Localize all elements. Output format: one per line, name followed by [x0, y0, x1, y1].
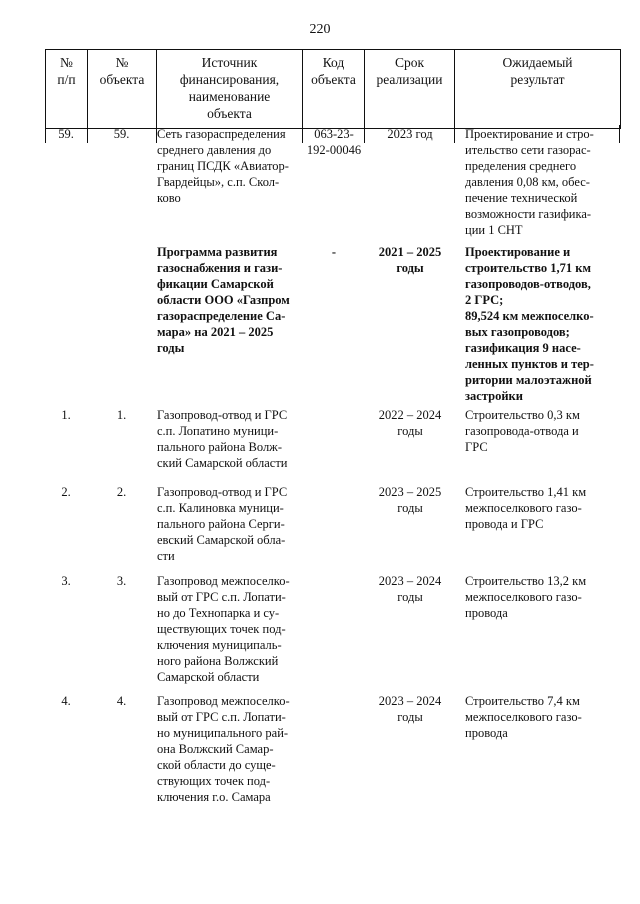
column-divider [619, 125, 620, 143]
row-num: 3. [61, 574, 71, 588]
header-col-term: Срок реализации [365, 50, 455, 129]
row-num: 2. [61, 485, 71, 499]
header-col-object-num: № объекта [88, 50, 157, 129]
row-source: Газопровод межпоселко- вый от ГРС с.п. Лопати- но муниципального рай- она Волжский Самар- ской области до суще- ствующих точек под- ключения г.о. Самара [157, 694, 290, 804]
row-num: 4. [61, 694, 71, 708]
row-object-num: 4. [116, 694, 127, 708]
row-source: Сеть газораспределения среднего давления до границ ПСДК «Авиатор- Гвардейцы», с.п. Скол- ково [157, 127, 289, 205]
row-result: Строительство 7,4 км межпоселкового газо- провода [465, 694, 582, 740]
row-source: Газопровод-отвод и ГРС с.п. Лопатино муници- пального района Волж- ский Самарской области [157, 408, 288, 470]
row-source: Газопровод межпоселко- вый от ГРС с.п. Лопати- но до Технопарка и су- ществующих точек под- ключения муниципаль- ного района Волжский Самарской области [157, 574, 290, 684]
row-result: Строительство 13,2 км межпоселкового газо- провода [465, 574, 587, 620]
row-term: 2023 – 2024 годы [378, 574, 442, 604]
header-col-code: Код объекта [303, 50, 365, 129]
row-term: 2022 – 2024 годы [378, 408, 442, 438]
row-object-num: 1. [116, 408, 127, 422]
row-term: 2023 – 2025 годы [378, 485, 442, 515]
page-number: 220 [309, 22, 331, 37]
row-object-num: 59. [113, 127, 130, 141]
row-result: Проектирование и стро- ительство сети газорас- пределения среднего давления 0,08 км, обес- печение технической возможности газифика- ции 1 СНТ [465, 127, 594, 237]
row-num: 1. [61, 408, 71, 422]
row-term: 2023 год [387, 127, 433, 141]
row-term: 2023 – 2024 годы [378, 694, 442, 724]
row-object-num: 2. [116, 485, 127, 499]
row-result: Строительство 1,41 км межпоселкового газо- провода и ГРС [465, 485, 587, 531]
header-col-result: Ожидаемый результат [455, 50, 621, 129]
header-col-source: Источник финансирования, наименование объекта [157, 50, 303, 129]
row-num: 59. [58, 127, 74, 141]
row-result: Проектирование и строительство 1,71 км газопроводов-отводов, 2 ГРС; 89,524 км межпоселко- вых газопроводов; газификация 9 насе- ленных пунктов и тер- ритории малоэтажной застройки [465, 245, 594, 403]
row-object-num: 3. [116, 574, 127, 588]
row-source: Программа развития газоснабжения и гази- фикации Самарской области ООО «Газпром газораспределение Са- мара» на 2021 – 2025 годы [157, 245, 290, 355]
row-result: Строительство 0,3 км газопровода-отвода и ГРС [465, 408, 580, 454]
table-header [45, 49, 621, 129]
header-col-num: № п/п [46, 50, 88, 129]
row-code: - [331, 245, 337, 259]
row-term: 2021 – 2025 годы [378, 245, 442, 275]
row-source: Газопровод-отвод и ГРС с.п. Калиновка муници- пального района Серги- евский Самарской обла- сти [157, 485, 288, 563]
row-code: 063-23- 192-00046 [306, 127, 362, 157]
